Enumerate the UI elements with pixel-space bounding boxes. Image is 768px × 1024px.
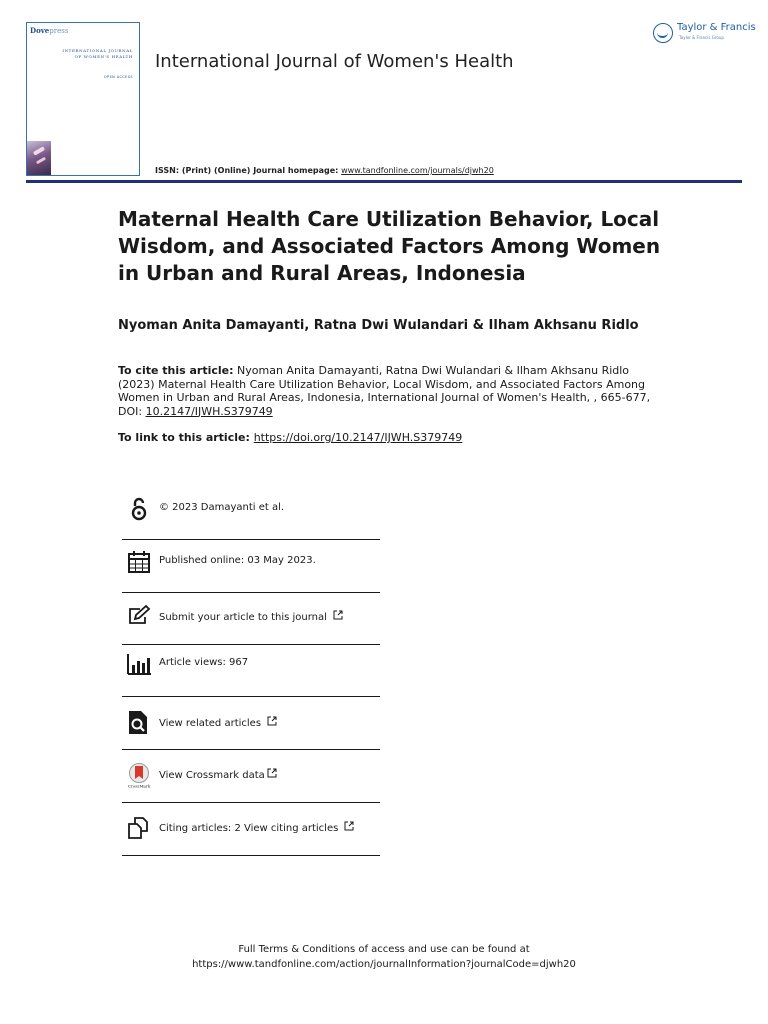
citation-block xyxy=(118,364,658,418)
view-crossmark-link[interactable]: View Crossmark data xyxy=(159,768,277,781)
external-link-icon xyxy=(267,768,277,778)
cover-artwork xyxy=(27,141,51,175)
cover-journal-title: INTERNATIONAL JOURNAL OF WOMEN'S HEALTH xyxy=(62,48,133,59)
published-text: Published online: 03 May 2023. xyxy=(159,555,316,566)
views-row xyxy=(122,637,380,689)
bar-chart-icon xyxy=(126,651,152,677)
citing-articles-link[interactable]: Citing articles: 2 View citing articles xyxy=(159,821,354,834)
taylor-francis-icon xyxy=(653,23,673,43)
external-link-icon xyxy=(333,610,343,620)
cite-doi-link[interactable]: 10.2147/IJWH.S379749 xyxy=(145,404,273,418)
issn-label: ISSN: (Print) (Online) Journal homepage: xyxy=(155,166,342,175)
journal-title: International Journal of Women's Health xyxy=(155,51,514,72)
link-label: To link to this article: xyxy=(118,431,254,444)
copyright-text: © 2023 Damayanti et al. xyxy=(159,502,285,513)
edit-icon xyxy=(126,604,152,630)
published-row xyxy=(122,535,380,587)
crossmark-icon xyxy=(126,762,152,788)
journal-homepage-link[interactable]: www.tandfonline.com/journals/djwh20 xyxy=(341,166,494,175)
copyright-row xyxy=(122,482,380,534)
journal-cover-thumbnail xyxy=(26,22,140,176)
article-doi-link[interactable]: https://doi.org/10.2147/IJWH.S379749 xyxy=(253,431,463,444)
dovepress-logo: Dovepress xyxy=(30,26,69,35)
calendar-icon xyxy=(126,549,152,575)
citing-row[interactable] xyxy=(122,801,380,853)
search-document-icon xyxy=(126,710,152,736)
cite-label: To cite this article: xyxy=(118,364,234,377)
footer-line: Full Terms & Conditions of access and use can be found at xyxy=(238,944,530,955)
related-row[interactable] xyxy=(122,696,380,748)
footer-terms xyxy=(0,942,768,972)
external-link-icon xyxy=(267,716,277,726)
taylor-francis-logo: Taylor & Francis Taylor & Francis Group xyxy=(653,22,749,48)
article-title: Maternal Health Care Utilization Behavior, Local Wisdom, and Associated Factors Among Women in Urban and Rural Areas, Indonesia xyxy=(118,207,661,285)
open-access-icon xyxy=(126,496,152,522)
external-link-icon xyxy=(344,821,354,831)
submit-row[interactable] xyxy=(122,590,380,642)
header-rule xyxy=(26,180,742,183)
article-authors: Nyoman Anita Damayanti, Ratna Dwi Wulandari & Ilham Akhsanu Ridlo xyxy=(118,318,639,333)
crossmark-row[interactable] xyxy=(122,748,380,800)
crossmark-badge-text: CrossMark xyxy=(127,783,151,788)
divider xyxy=(122,855,380,856)
article-link-line xyxy=(118,431,462,444)
citing-articles-icon xyxy=(126,815,152,841)
footer-terms-link[interactable]: https://www.tandfonline.com/action/journalInformation?journalCode=djwh20 xyxy=(192,959,576,970)
cite-text: Nyoman Anita Damayanti, Ratna Dwi Wulandari & Ilham Akhsanu Ridlo (2023) Maternal Health Care Utilization Behavior, Local Wisdom, and Associated Factors Among Women in Urban and Rural Areas, Indonesia, International Journal of Women's Health, , 665-677, DOI: xyxy=(118,364,651,418)
submit-article-link[interactable]: Submit your article to this journal xyxy=(159,610,343,623)
view-related-articles-link[interactable]: View related articles xyxy=(159,716,277,729)
issn-line xyxy=(155,166,494,175)
article-views-text: Article views: 967 xyxy=(159,657,249,668)
cover-open-access: OPEN ACCESS xyxy=(103,75,133,79)
